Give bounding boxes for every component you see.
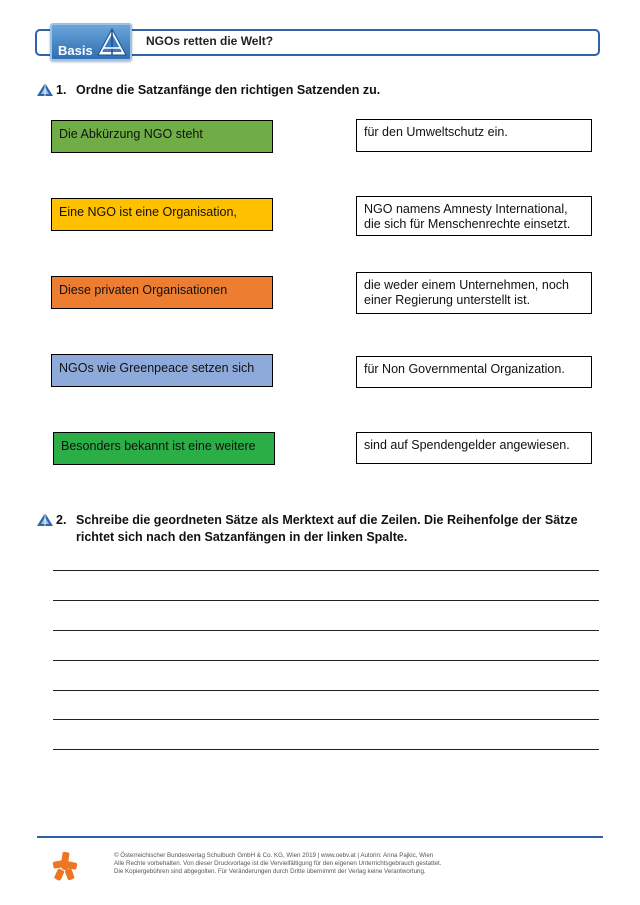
sentence-end-box[interactable] (356, 196, 592, 236)
sentence-start-box[interactable] (51, 120, 273, 153)
footer-divider (37, 836, 603, 838)
sentence-start-text: Diese privaten Organisationen (59, 283, 228, 297)
level-badge-label: Basis (58, 43, 93, 58)
difficulty-icon (37, 513, 53, 526)
sentence-start-text: Eine NGO ist eine Organisation, (59, 205, 237, 219)
task-2-instruction (56, 512, 601, 546)
writing-line[interactable] (53, 719, 599, 720)
task-text: Ordne die Satzanfänge den richtigen Satzenden zu. (76, 83, 381, 97)
writing-line[interactable] (53, 749, 599, 750)
writing-line[interactable] (53, 570, 599, 571)
level-badge (50, 23, 132, 61)
sentence-end-text: für Non Governmental Organization. (364, 362, 565, 376)
task-number: 2. (56, 513, 67, 527)
sentence-end-text: für den Umweltschutz ein. (364, 125, 508, 139)
sentence-start-box[interactable] (51, 198, 273, 231)
sentence-end-box[interactable] (356, 356, 592, 388)
task-1-instruction (56, 82, 601, 99)
sentence-end-text: NGO namens Amnesty International, (364, 202, 568, 216)
sentence-end-box[interactable] (356, 119, 592, 152)
copyright-notice (114, 852, 534, 876)
sentence-end-text: die sich für Menschenrechte einsetzt. (364, 217, 571, 231)
difficulty-icon (37, 83, 53, 96)
writing-line[interactable] (53, 690, 599, 691)
sentence-start-box[interactable] (53, 432, 275, 465)
task-text: richtet sich nach den Satzanfängen in der linken Spalte. (76, 530, 408, 544)
task-number: 1. (56, 83, 67, 97)
task-text: Schreibe die geordneten Sätze als Merktext auf die Zeilen. Die Reihenfolge der Sätze (76, 513, 578, 527)
sentence-end-text: einer Regierung unterstellt ist. (364, 293, 531, 307)
writing-line[interactable] (53, 660, 599, 661)
writing-line[interactable] (53, 600, 599, 601)
pyramid-icon (97, 28, 127, 57)
copyright-line: © Österreichischer Bundesverlag Schulbuch GmbH & Co. KG, Wien 2019 | www.oebv.at | Autorin: Anna Pajkic, Wien (114, 852, 434, 859)
writing-line[interactable] (53, 630, 599, 631)
sentence-start-text: NGOs wie Greenpeace setzen sich (59, 361, 255, 375)
sentence-start-box[interactable] (51, 354, 273, 387)
copyright-line: Die Kopiergebühren sind abgegolten. Für Veränderungen durch Dritte übernimmt der Verlag keine Verantwortung. (114, 868, 426, 875)
sentence-end-box[interactable] (356, 272, 592, 314)
publisher-logo-icon (52, 851, 78, 881)
sentence-start-text: Die Abkürzung NGO steht (59, 127, 203, 141)
sentence-end-text: sind auf Spendengelder angewiesen. (364, 438, 570, 452)
sentence-end-text: die weder einem Unternehmen, noch (364, 278, 569, 292)
sentence-end-box[interactable] (356, 432, 592, 464)
sentence-start-text: Besonders bekannt ist eine weitere (61, 439, 256, 453)
worksheet-title: NGOs retten die Welt? (146, 34, 274, 48)
copyright-line: Alle Rechte vorbehalten. Von dieser Druckvorlage ist die Vervielfältigung für den eigenen Unterrichtsgebrauch gestattet. (114, 860, 442, 867)
sentence-start-box[interactable] (51, 276, 273, 309)
